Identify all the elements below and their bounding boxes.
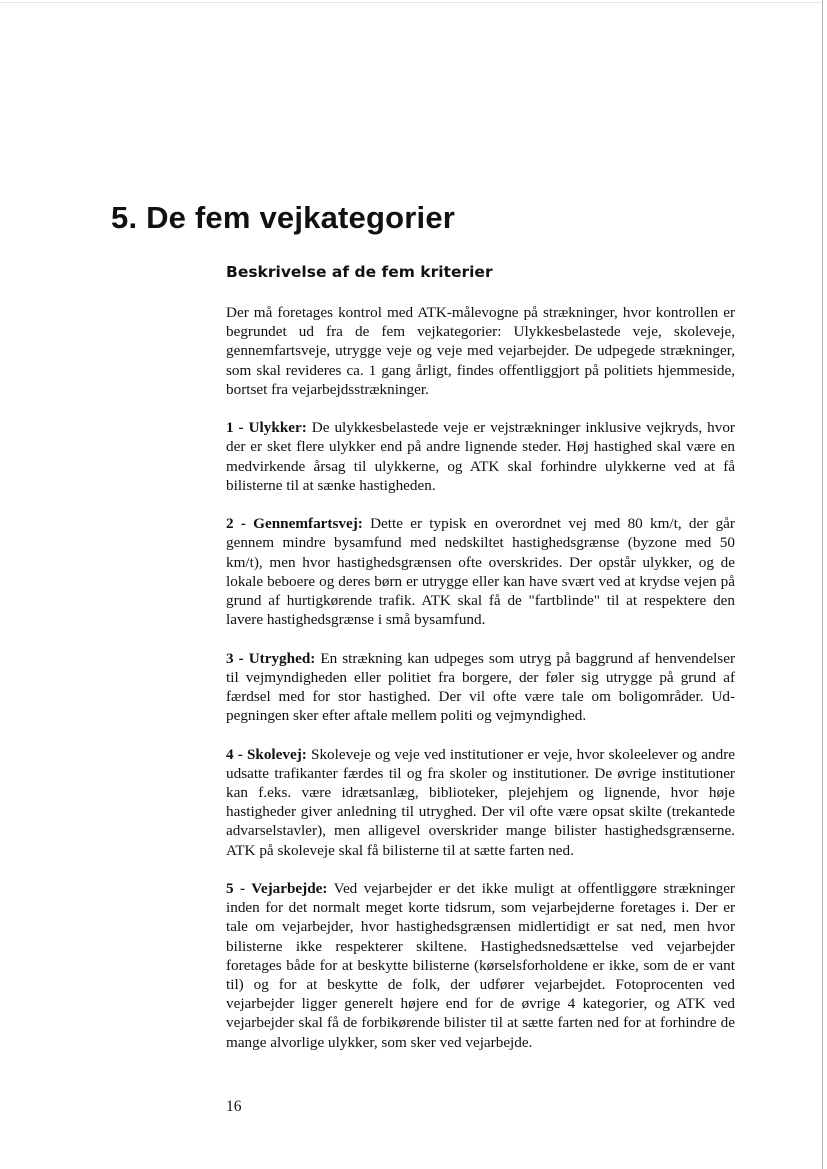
section-heading: Beskrivelse af de fem kriterier xyxy=(226,263,493,281)
category-text: Skoleveje og veje ved institutioner er veje, hvor skoleelever og andre udsatte trafikanter færdes til og fra skoler og institutioner. De øvrige institutioner kan f.eks. være idrætsanlæg, biblioteker, plejehjem og lignende, hvor høje hastigheder giver anledning til utryghed. Der vil ofte være opsat skilte (trekantede advarselstavler), men alligevel overskrider mange bilister hastighedsgrænserne. ATK på skoleveje skal få bilisterne til at sætte farten ned. xyxy=(226,745,736,859)
category-term: 4 - Skolevej: xyxy=(226,745,307,763)
body-text xyxy=(226,303,735,1071)
category-ulykker xyxy=(226,418,735,495)
category-term: 2 - Gennemfartsvej: xyxy=(226,515,363,533)
scan-edge-right xyxy=(822,0,823,1169)
category-term: 3 - Utryghed: xyxy=(226,649,316,667)
category-text: De ulykkesbelastede veje er vejstrækninger inklusive vejkryds, hvor der er sket flere ulykker end på andre lignende steder. Høj hastighed skal være en medvirkende årsag til ulykkerne, og ATK skal forhindre ulykkerne ved at få bilisterne til at sænke hastigheden. xyxy=(226,419,735,494)
category-text: Dette er typisk en overordnet vej med 80 km/t, der går gennem mindre bysamfund med nedskiltet hastighedsgrænse (byzone med 50 km/t), men hvor hastighedsgrænsen ofte overskrides. Der opstår ulykker, og de lokale beboere og deres børn er utrygge eller kan have svært ved at krydse vejen på grund af hurtigkørende trafik. ATK skal få de "fartblinde" til at respektere den lavere hastighedsgrænse i små bysamfund. xyxy=(226,515,735,629)
scan-edge-top xyxy=(0,2,822,3)
category-vejarbejde xyxy=(226,879,735,1052)
page-number: 16 xyxy=(226,1098,242,1115)
category-skolevej xyxy=(226,745,735,860)
category-term: 1 - Ulykker: xyxy=(226,419,307,437)
category-text: Ved vejarbejder er det ikke muligt at offentliggøre strækninger inden for det normalt meget korte tidsrum, som vejarbejderne foretages i. Der er tale om vejarbejder, hvor hastighedsgrænsen midlertidigt er sat ned, men hvor bilisterne ikke respekterer skiltene. Hastighedsnedsættelse ved vejarbejder foretages både for at beskytte bilisterne (kørselsforholdene er ikke, som de er vant til) og for at beskytte de folk, der udfører vejarbejdet. Fotoprocenten ved vejarbejder ligger generelt højere end for de øvrige 4 kategorier, og ATK ved vejarbejder skal få de forbikørende bilister til at sætte farten ned for at forhindre de mange alvorlige ulykker, som sker ved vejarbejde. xyxy=(226,880,735,1051)
chapter-title: 5. De fem vejkategorier xyxy=(111,200,456,235)
intro-paragraph: Der må foretages kontrol med ATK-målevogne på strækninger, hvor kontrollen er begrundet ud fra de fem vejkategorier: Ulykkesbelastede veje, skoleveje, gennemfartsveje, utrygge veje og veje med vejarbejder. De udpegede strækninger, som skal revideres ca. 1 gang årligt, findes offentliggjort på politiets hjemmeside, bortset fra vejarbejdsstrækninger. xyxy=(226,304,735,398)
category-term: 5 - Vejarbejde: xyxy=(226,880,328,898)
category-text: En strækning kan udpeges som utryg på baggrund af henvendelser til vejmyndigheden eller politiet fra borgere, der føler sig utrygge på grund af færdsel med for stor hastighed. Der vil ofte være tale om boligområder. Udpegningen sker efter aftale mellem politi og vejmyndighed. xyxy=(226,649,736,725)
category-gennemfartsvej xyxy=(226,514,735,629)
category-utryghed xyxy=(226,649,735,726)
